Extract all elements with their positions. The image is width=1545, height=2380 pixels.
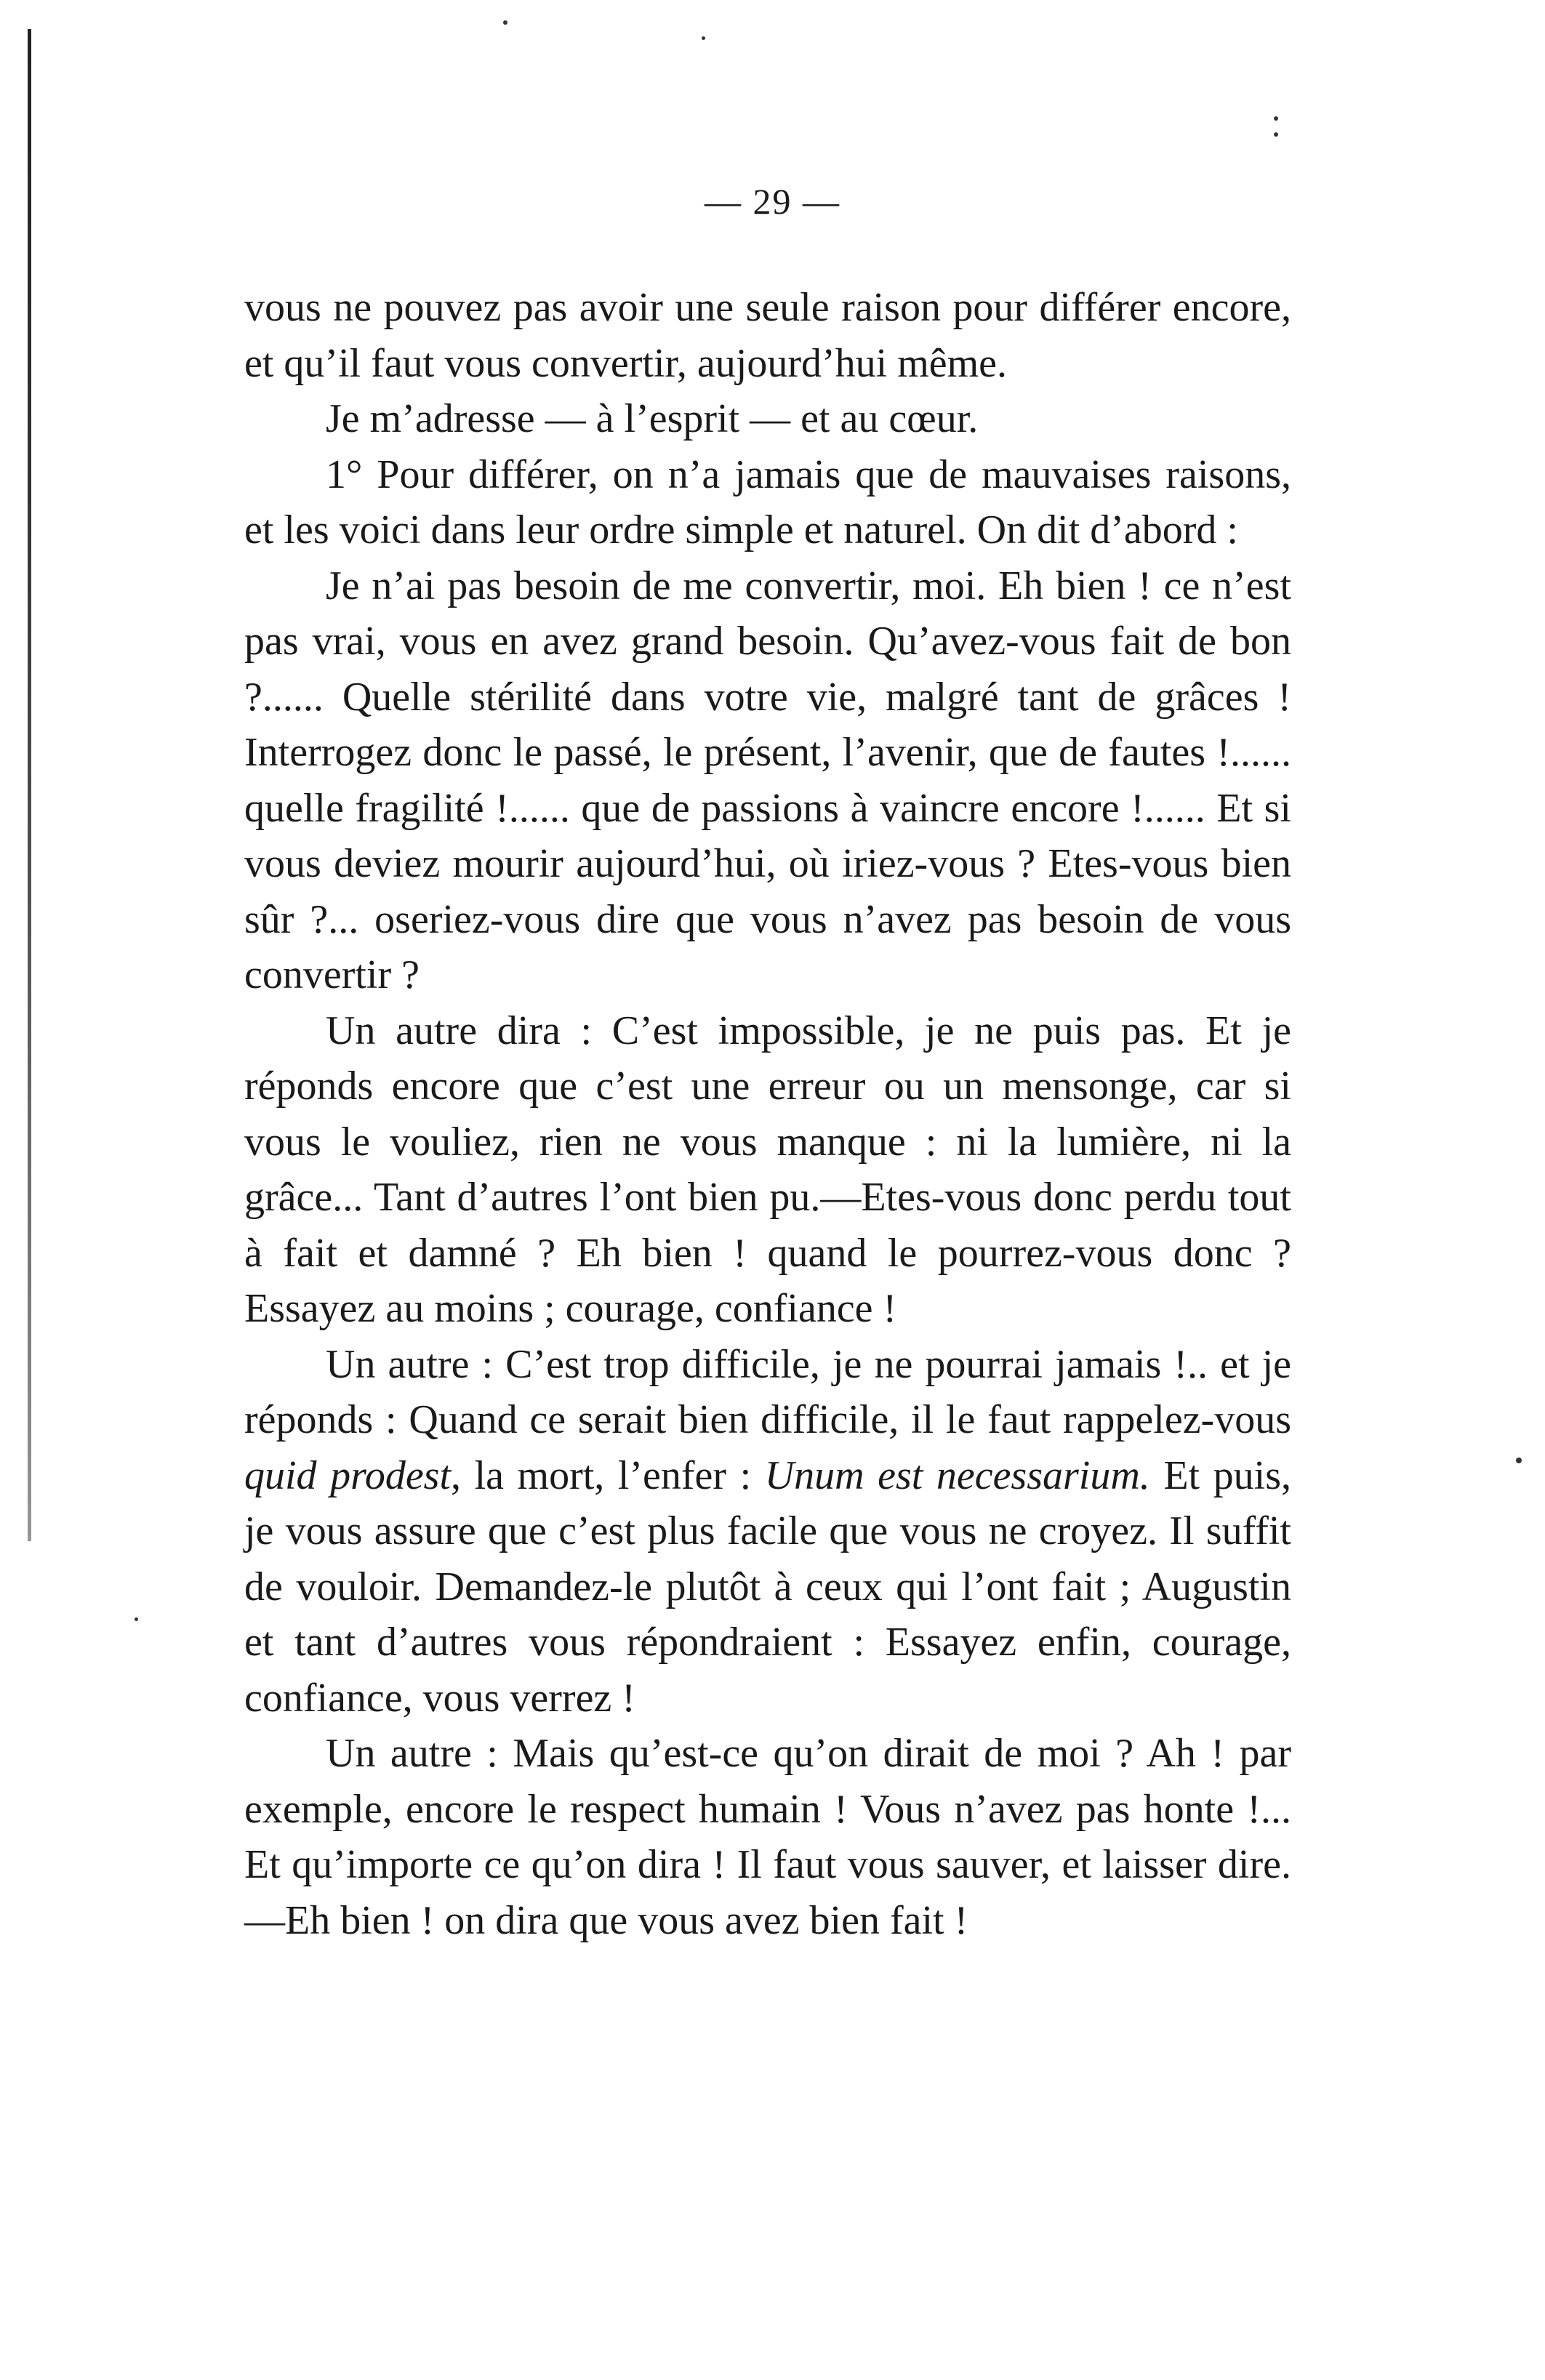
paragraph: Je m’adresse — à l’esprit — et au cœur. (326, 396, 979, 441)
paragraph-continuation: vous ne pouvez pas avoir une seule raison pour différer encore, et qu’il faut vous convertir, aujourd’hui même. (244, 285, 1291, 386)
ink-speck (702, 36, 705, 40)
paragraph: Un autre : Mais qu’est-ce qu’on dirait de moi ? Ah ! par exemple, encore le respect humain ! Vous n’avez pas honte !... Et qu’importe ce qu’on dira ! Il faut vous sauver, et laisser dire.—Eh bien ! on dira que vous avez bien fait ! (244, 1731, 1291, 1943)
paragraph: Je n’ai pas besoin de me convertir, moi. Eh bien ! ce n’est pas vrai, vous en avez grand besoin. Qu’avez-vous fait de bon ?...... Quelle stérilité dans votre vie, malgré tant de grâces ! Interrogez donc le passé, le présent, l’avenir, que de fautes !...... quelle fragilité !...... que de passions à vaincre encore !...... Et si vous deviez mourir aujourd’hui, où iriez-vous ? Etes-vous bien sûr ?... oseriez-vous dire que vous n’avez pas besoin de vous convertir ? (244, 563, 1291, 997)
ink-speck (1274, 116, 1278, 121)
page-number: — 29 — (705, 181, 840, 222)
paragraph (244, 1337, 1291, 1726)
ink-speck (1274, 132, 1278, 137)
ink-speck (503, 20, 507, 25)
latin-quote: Unum est necessarium. (764, 1452, 1150, 1498)
ink-speck (1516, 1458, 1522, 1463)
body-text (244, 280, 1291, 1948)
paragraph: Un autre dira : C’est impossible, je ne puis pas. Et je réponds encore que c’est une erreur ou un mensonge, car si vous le vouliez, rien ne vous manque : ni la lumière, ni la grâce... Tant d’autres l’ont bien pu.—Etes-vous donc perdu tout à fait et damné ? Eh bien ! quand le pourrez-vous donc ? Essayez au moins ; courage, confiance ! (244, 1008, 1291, 1331)
paragraph-text: Et puis, je vous assure que c’est plus facile que vous ne croyez. Il suffit de vouloir. Demandez-le plutôt à ceux qui l’ont fait ; Augustin et tant d’autres vous répondraient : Essayez enfin, courage, confiance, vous verrez ! (244, 1452, 1292, 1721)
paragraph: 1° Pour différer, on n’a jamais que de mauvaises raisons, et les voici dans leur ordre simple et naturel. On dit d’abord : (244, 451, 1291, 552)
ink-speck (135, 1617, 138, 1621)
latin-quote: quid prodest (244, 1452, 452, 1498)
paragraph-text: , la mort, l’enfer : (451, 1452, 765, 1498)
paragraph-text: Un autre : C’est trop difficile, je ne pourrai jamais !.. et je réponds : Quand ce serait bien difficile, il le faut rappelez-vous (244, 1341, 1291, 1442)
page-binding-edge (28, 29, 31, 1541)
